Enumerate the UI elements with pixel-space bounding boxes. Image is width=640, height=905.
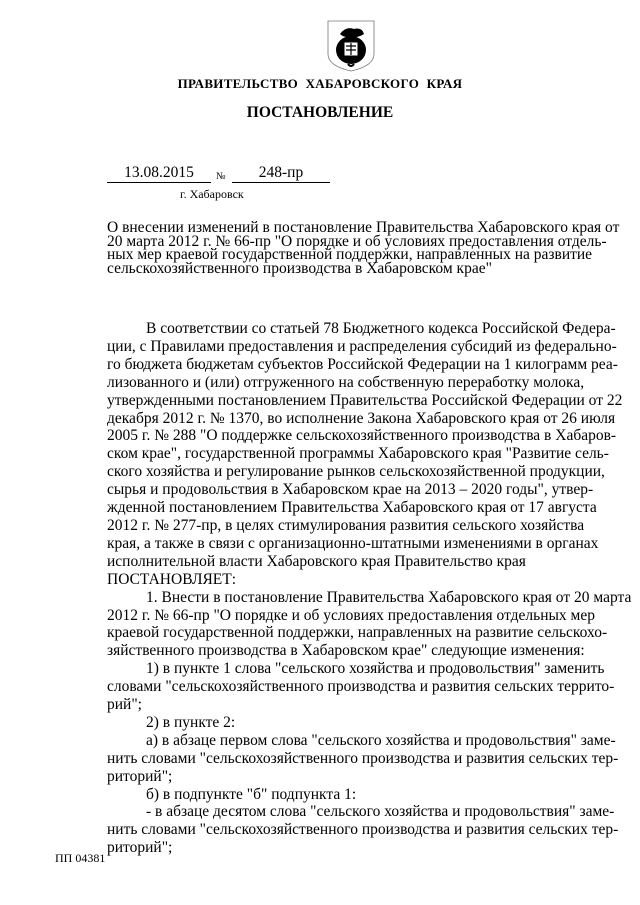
- body-line: сырья и продовольствия в Хабаровском крае на 2013 – 2020 годы", утвер-: [107, 481, 594, 499]
- body-line: - в абзаце десятом слова "сельского хозяйства и продовольствия" заме-: [146, 803, 615, 821]
- body-line: риторий";: [107, 839, 173, 857]
- body-line: рий";: [107, 696, 142, 714]
- body-line: 2012 г. № 66-пр "О порядке и об условиях предоставления отдельных мер: [107, 606, 595, 624]
- body-line: утвержденными постановлением Правительства Российской Федерации от 22: [107, 391, 623, 409]
- body-line: зяйственного производства в Хабаровском крае" следующие изменения:: [107, 642, 585, 660]
- body-line: ского хозяйства и регулирование рынков сельскохозяйственной продукции,: [107, 463, 605, 481]
- body-line: ции, с Правилами предоставления и распределения субсидий из федерально-: [107, 337, 617, 355]
- body-line: б) в подпункте "б" подпункта 1:: [146, 785, 357, 803]
- document-date: 13.08.2015: [107, 164, 211, 183]
- document-number: 248-пр: [232, 164, 330, 183]
- body-line: ском крае", государственной программы Хабаровского края "Развитие сель-: [107, 445, 609, 463]
- body-line: 2012 г. № 277-пр, в целях стимулирования развития сельского хозяйства: [107, 516, 585, 534]
- document-body: [107, 320, 632, 857]
- body-line: жденной постановлением Правительства Хабаровского края от 17 августа: [107, 499, 597, 517]
- body-line: нить словами "сельскохозяйственного производства и развития сельских тер-: [107, 821, 619, 839]
- body-line: декабря 2012 г. № 1370, во исполнение Закона Хабаровского края от 26 июля: [107, 409, 616, 427]
- government-name: ПРАВИТЕЛЬСТВО ХАБАРОВСКОГО КРАЯ: [177, 76, 463, 91]
- body-line: ПОСТАНОВЛЯЕТ:: [107, 570, 237, 588]
- body-line: 1. Внести в постановление Правительства Хабаровского края от 20 марта: [146, 588, 632, 606]
- body-line: лизованного и (или) отгруженного на собственную переработку молока,: [107, 373, 585, 391]
- subject-line: ных мер краевой государственной поддержки, направленных на развитие: [107, 246, 593, 264]
- coat-of-arms-icon: [326, 20, 376, 72]
- body-line: краевой государственной поддержки, направленных на развитие сельскохо-: [107, 624, 608, 642]
- subject-line: 20 марта 2012 г. № 66-пр "О порядке и об условиях предоставления отдель-: [107, 232, 607, 250]
- document-subject: [107, 219, 620, 277]
- body-line: нить словами "сельскохозяйственного производства и развития сельских тер-: [107, 749, 619, 767]
- body-line: го бюджета бюджетам субъектов Российской Федерации на 1 килограмм реа-: [107, 355, 618, 373]
- body-line: 2005 г. № 288 "О поддержке сельскохозяйственного производства в Хабаров-: [107, 427, 617, 445]
- document-type: ПОСТАНОВЛЕНИЕ: [246, 104, 394, 121]
- body-line: риторий";: [107, 767, 173, 785]
- footer-code: ПП 04381: [55, 851, 106, 865]
- subject-line: сельскохозяйственного производства в Хабаровском крае": [107, 259, 492, 277]
- body-line: словами "сельскохозяйственного производства и развития сельских террито-: [107, 678, 615, 696]
- body-line: 1) в пункте 1 слова "сельского хозяйства и продовольствия" заменить: [146, 660, 605, 678]
- body-line: края, а также в связи с организационно-штатными изменениями в органах: [107, 534, 599, 552]
- city: г. Хабаровск: [180, 187, 244, 201]
- body-line: 2) в пункте 2:: [146, 713, 236, 731]
- body-line: В соответствии со статьей 78 Бюджетного кодекса Российской Федера-: [146, 320, 616, 337]
- body-line: исполнительной власти Хабаровского края Правительство края: [107, 552, 526, 570]
- number-sign: №: [216, 171, 226, 182]
- subject-line: О внесении изменений в постановление Правительства Хабаровского края от: [107, 219, 620, 236]
- body-line: а) в абзаце первом слова "сельского хозяйства и продовольствия" заме-: [146, 731, 616, 749]
